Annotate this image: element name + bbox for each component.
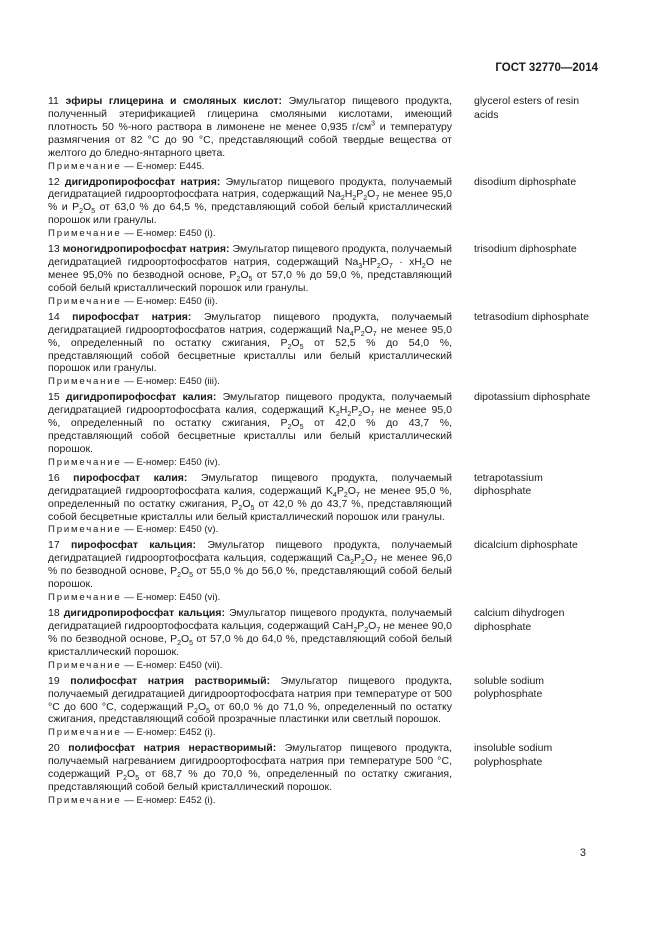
term-entry-12 — [48, 176, 598, 244]
term-note: Примечание — Е-номер: Е450 (v). — [48, 524, 219, 536]
term-definition: 15 дигидропирофосфат калия: Эмульгатор пищевого продукта, получаемый дегидратацией гидроортофосфата калия, содержащий $K_2H_2P_2O_7$ не менее 95,0 %, определенный по остатку сжигания, $P_2O_5$ от 42,0 % до 43,7 %, представляющий собой бесцветные кристаллы или белый кристаллический порошок. Примечание — Е-номер: Е450 (iv). — [48, 391, 452, 468]
term-note: Примечание — Е-номер: Е452 (i). — [48, 727, 216, 739]
term-note: Примечание — Е-номер: Е450 (iv). — [48, 456, 221, 468]
term-definition: 14 пирофосфат натрия: Эмульгатор пищевого продукта, получаемый дегидратацией гидроортофосфатов натрия, содержащий $Na_4P_2O_7$ не менее 95,0 %, определенный по остатку сжигания, $P_2O_5$ от 52,5 % до 54,0 %, представляющий собой бесцветные кристаллы или белый кристаллический порошок или гранулы. Примечание — Е-номер: Е450 (iii). — [48, 310, 452, 388]
term-entry-14 — [48, 311, 598, 392]
term-english: dicalcium diphosphate — [474, 539, 578, 552]
term-name: дигидропирофосфат кальция: — [63, 607, 225, 620]
term-entry-11 — [48, 95, 598, 176]
term-english: disodium diphosphate — [474, 175, 577, 188]
term-entry-17 — [48, 539, 598, 607]
term-number: 14 — [48, 310, 60, 323]
term-definition: 16 пирофосфат калия: Эмульгатор пищевого продукта, получаемый дегидратацией гидроортофосфата калия, содержащий $K_4P_2O_7$ не менее 95,0 %, определенный по остатку сжигания, $P_2O_5$ от 42,0 % до 43,7 %, представляющий собой бесцветные кристаллы или белый кристаллический порошок или гранулы. Примечание — Е-номер: Е450 (v). — [48, 471, 453, 536]
term-english: calcium dihydrogen diphosphate — [474, 607, 565, 633]
term-number: 12 — [48, 175, 60, 188]
term-english: tetrapotassium diphosphate — [474, 471, 543, 498]
term-definition: 13 моногидропирофосфат натрия: Эмульгатор пищевого продукта, получаемый дегидратацией гидроортофосфатов натрия, содержащий $Na_3HP_2O_7 \cdot xH_2O$ не менее 95,0% по безводной основе, $P_2O_5$ от 57,0 % до 59,0 %, представляющий собой белый кристаллический порошок или гранулы. Примечание — Е-номер: Е450 (ii). — [48, 243, 453, 307]
page-number: 3 — [579, 847, 586, 859]
term-note: Примечание — Е-номер: Е450 (vii). — [48, 659, 223, 671]
term-definition: 19 полифосфат натрия растворимый: Эмульгатор пищевого продукта, получаемый дегидратацией дигидроортофосфата натрия при температуре от 500 °С до 600 °С, содержащий $P_2O_5$ от 60,0 % до 71,0 %, определенный по остатку сжигания, представляющий собой прозрачные пластинки или светлый порошок. Примечание — Е-номер: Е452 (i). — [48, 674, 453, 739]
term-number: 16 — [48, 471, 60, 484]
term-entry-19 — [48, 675, 598, 743]
term-note: Примечание — Е-номер: Е452 (i). — [48, 794, 216, 806]
term-number: 17 — [48, 539, 60, 552]
term-name: моногидропирофосфат натрия: — [62, 243, 230, 256]
term-name: пирофосфат натрия: — [72, 310, 192, 323]
term-name: дигидропирофосфат натрия: — [64, 175, 221, 188]
document-header: ГОСТ 32770—2014 — [495, 62, 598, 74]
term-number: 15 — [48, 391, 60, 404]
term-entry-18 — [48, 607, 598, 675]
term-number: 13 — [48, 243, 60, 256]
term-note: Примечание — Е-номер: Е450 (ii). — [48, 295, 218, 307]
term-note: Примечание — Е-номер: Е450 (vi). — [48, 592, 221, 604]
term-name: пирофосфат калия: — [73, 471, 188, 484]
term-definition: 17 пирофосфат кальция: Эмульгатор пищевого продукта, получаемый дегидратацией гидроортофосфата кальция, содержащий $Ca_2P_2O_7$ не менее 96,0 % по безводной основе, $P_2O_5$ от 55,0 % до 56,0 %, представляющий собой белый порошок. Примечание — Е-номер: Е450 (vi). — [48, 539, 452, 604]
term-name: эфиры глицерина и смоляных кислот: — [65, 95, 283, 107]
term-english: insoluble sodium polyphosphate — [474, 742, 553, 768]
term-english: tetrasodium diphosphate — [474, 310, 589, 323]
terms-list — [48, 95, 598, 810]
term-definition: 20 полифосфат натрия нерастворимый: Эмульгатор пищевого продукта, получаемый нагреванием дигидроортофосфата натрия при температуре 500 °С, содержащий $P_2O_5$ от 68,7 % до 70,0 %, определенный по остатку сжигания, представляющий собой белый кристаллический порошок. Примечание — Е-номер: Е452 (i). — [48, 742, 453, 806]
term-entry-13 — [48, 243, 598, 311]
term-definition: 11 эфиры глицерина и смоляных кислот: Эмульгатор пищевого продукта, полученный этерификацией глицерина смоляными кислотами, имеющий плотность 50 %-ного раствора в лимонене не менее 0,935 $г/см^3$ и температуру размягчения от 82 °С до 90 °С, представляющий собой твердые вещества от желтого до бледно-янтарного цвета. Примечание — Е-номер: Е445. — [48, 95, 452, 172]
term-name: полифосфат натрия растворимый: — [70, 674, 271, 687]
term-number: 20 — [48, 742, 60, 755]
term-name: дигидропирофосфат калия: — [65, 391, 217, 404]
term-entry-16 — [48, 472, 598, 540]
term-english: soluble sodium polyphosphate — [474, 674, 545, 701]
term-definition: 12 дигидропирофосфат натрия: Эмульгатор пищевого продукта, получаемый дегидратацией гидроортофосфата натрия, содержащий $Na_2H_2P_2O_7$ не менее 95,0 % и $P_2O_5$ от 63,0 % до 64,5 %, представляющий собой белый кристаллический порошок или гранулы. Примечание — Е-номер: Е450 (i). — [48, 175, 452, 240]
term-english: dipotassium diphosphate — [474, 391, 591, 404]
term-english: trisodium diphosphate — [474, 243, 577, 256]
term-definition: 18 дигидропирофосфат кальция: Эмульгатор пищевого продукта, получаемый дегидратацией гидроортофосфата кальция, содержащий $CaH_2P_2O_7$ не менее 90,0 % по безводной основе, $P_2O_5$ от 57,0 % до 64,0 %, представляющий собой белый кристаллический порошок. Примечание — Е-номер: Е450 (vii). — [48, 607, 452, 671]
term-entry-15 — [48, 391, 598, 472]
term-number: 19 — [48, 674, 60, 687]
term-note: Примечание — Е-номер: Е445. — [48, 160, 205, 172]
term-name: пирофосфат кальция: — [71, 539, 197, 552]
term-note: Примечание — Е-номер: Е450 (iii). — [48, 376, 220, 388]
term-entry-20 — [48, 742, 598, 810]
term-note: Примечание — Е-номер: Е450 (i). — [48, 228, 216, 240]
term-name: полифосфат натрия нерастворимый: — [68, 742, 277, 755]
term-number: 11 — [48, 95, 59, 107]
term-number: 18 — [48, 607, 60, 620]
term-english: glycerol esters of resin acids — [474, 95, 580, 121]
